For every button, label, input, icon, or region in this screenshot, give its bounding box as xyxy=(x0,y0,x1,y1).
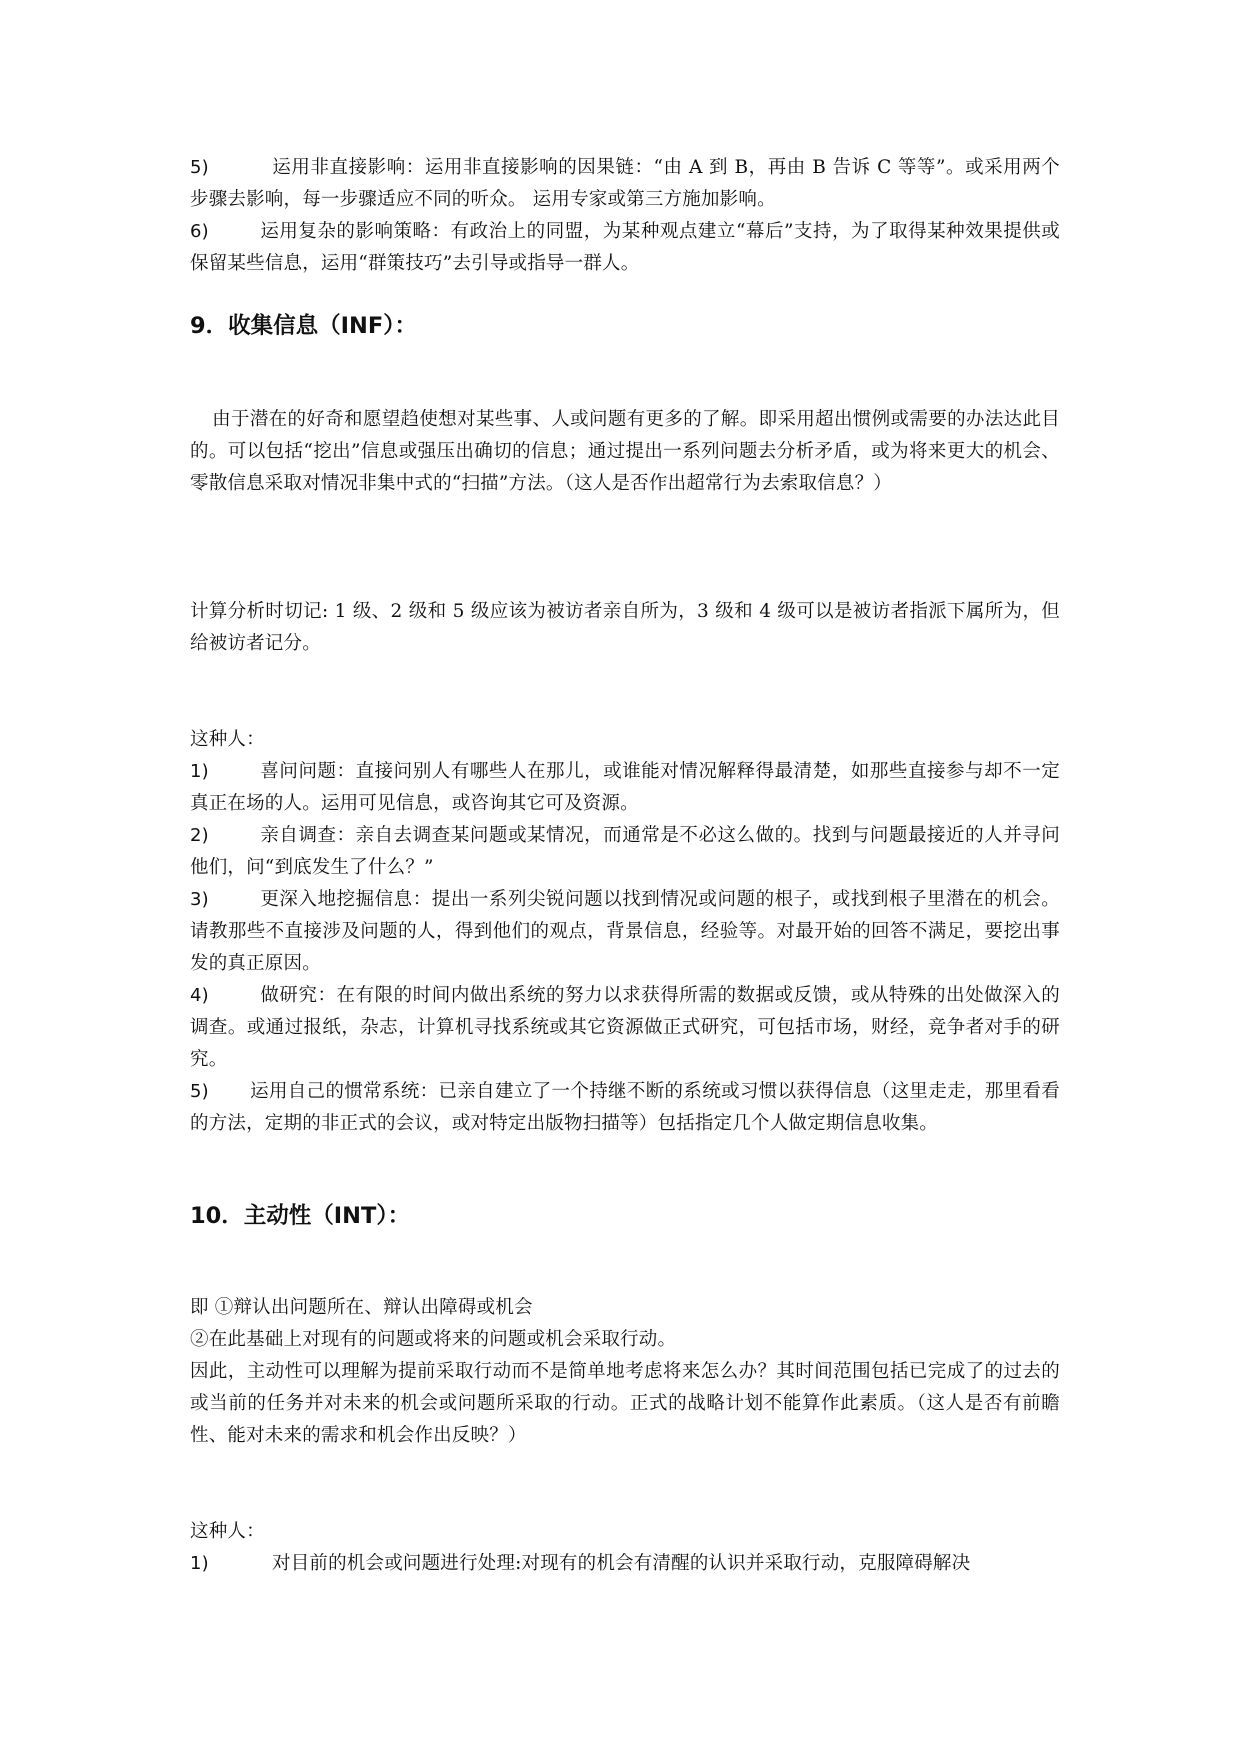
section-9-intro xyxy=(190,404,1060,500)
s8-item-6 xyxy=(190,216,1060,280)
item-number: 5) xyxy=(190,1081,209,1102)
s8-item-5 xyxy=(190,152,1060,216)
s9-item-3 xyxy=(190,884,1060,980)
item-number: 2) xyxy=(190,825,209,846)
intro-text: 由于潜在的好奇和愿望趋使想对某些事、人或问题有更多的了解。即采用超出惯例或需要的办法达此目的。可以包括“挖出”信息或强压出确切的信息；通过提出一系列问题去分析矛盾，或为将来更大的机会、零散信息采取对情况非集中式的“扫描”方法。（这人是否作出超常行为去索取信息？） xyxy=(190,409,1060,494)
section-9-heading: 9．收集信息（INF）： xyxy=(190,313,417,339)
s10-item-1 xyxy=(190,1548,1060,1580)
section-9-note: 计算分析时切记: 1 级、2 级和 5 级应该为被访者亲自所为，3 级和 4 级可以是被访者指派下属所为，但给被访者记分。 xyxy=(190,601,1060,654)
section-10-explanation: 因此，主动性可以理解为提前采取行动而不是简单地考虑将来怎么办？其时间范围包括已完成了的过去的或当前的任务并对未来的机会或问题所采取的行动。正式的战略计划不能算作此素质。（这人是否有前瞻性、能对未来的需求和机会作出反映？） xyxy=(190,1361,1060,1446)
s9-item-2 xyxy=(190,820,1060,884)
item-text: 喜问问题：直接问别人有哪些人在那儿，或谁能对情况解释得最清楚，如那些直接参与却不一定真正在场的人。运用可见信息，或咨询其它可及资源。 xyxy=(190,761,1060,814)
item-number: 1) xyxy=(190,1553,209,1574)
item-text: 运用非直接影响：运用非直接影响的因果链：“由 A 到 B，再由 B 告诉 C 等等”。或采用两个步骤去影响，每一步骤适应不同的听众。 运用专家或第三方施加影响。 xyxy=(190,157,1060,210)
section-10-def-line1: 即 ①辩认出问题所在、辩认出障碍或机会 xyxy=(190,1297,533,1318)
item-number: 3) xyxy=(190,889,209,910)
item-text: 更深入地挖掘信息：提出一系列尖锐问题以找到情况或问题的根子，或找到根子里潜在的机会。请教那些不直接涉及问题的人，得到他们的观点，背景信息，经验等。对最开始的回答不满足，要挖出事发的真正原因。 xyxy=(190,889,1060,974)
section-10-heading: 10．主动性（INT）： xyxy=(190,1203,411,1229)
item-text: 对目前的机会或问题进行处理:对现有的机会有清醒的认识并采取行动，克服障碍解决 xyxy=(272,1553,971,1574)
item-number: 6) xyxy=(190,221,209,242)
s9-item-4 xyxy=(190,980,1060,1076)
section-10-def-line2: ②在此基础上对现有的问题或将来的问题或机会采取行动。 xyxy=(190,1329,677,1350)
item-text: 亲自调查：亲自去调查某问题或某情况，而通常是不必这么做的。找到与问题最接近的人并寻问他们，问“到底发生了什么？” xyxy=(190,825,1060,878)
item-number: 4) xyxy=(190,985,209,1006)
item-number: 1) xyxy=(190,761,209,782)
item-text: 做研究：在有限的时间内做出系统的努力以求获得所需的数据或反馈，或从特殊的出处做深入的调查。或通过报纸，杂志，计算机寻找系统或其它资源做正式研究，可包括市场，财经，竞争者对手的研究。 xyxy=(190,985,1060,1070)
item-text: 运用复杂的影响策略：有政治上的同盟，为某种观点建立“幕后”支持，为了取得某种效果提供或保留某些信息，运用“群策技巧”去引导或指导一群人。 xyxy=(190,221,1060,274)
section-9-list-label: 这种人： xyxy=(190,729,265,750)
s9-item-5 xyxy=(190,1076,1060,1140)
item-text: 运用自己的惯常系统：已亲自建立了一个持继不断的系统或习惯以获得信息（这里走走，那里看看的方法，定期的非正式的会议，或对特定出版物扫描等）包括指定几个人做定期信息收集。 xyxy=(190,1081,1060,1134)
item-number: 5) xyxy=(190,157,209,178)
section-10-list-label: 这种人： xyxy=(190,1521,265,1542)
s9-item-1 xyxy=(190,756,1060,820)
